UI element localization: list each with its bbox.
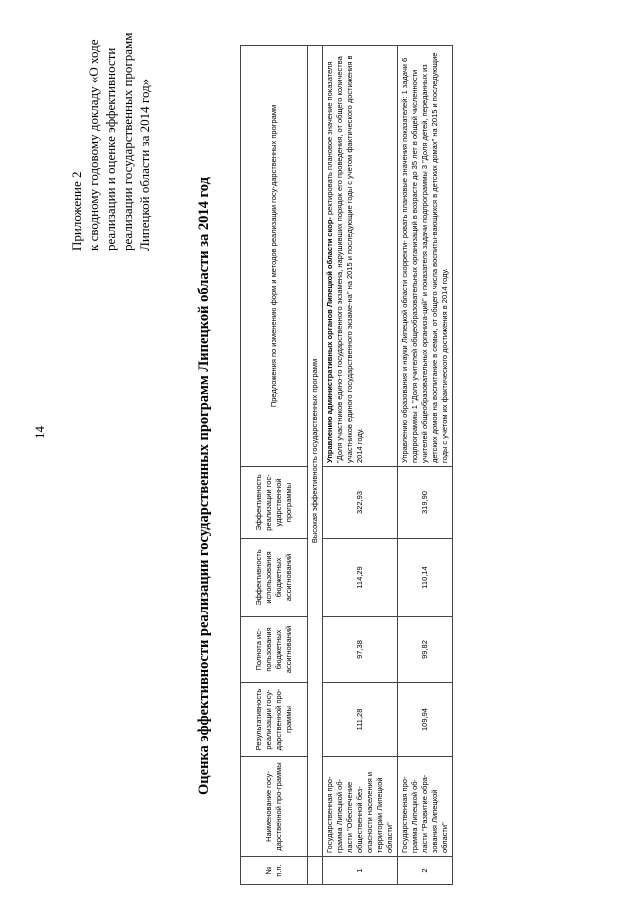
row-budget-eff: 110,14 xyxy=(398,539,453,617)
efficiency-table xyxy=(240,45,453,885)
header-completeness: Полнота ис-пользования бюджетных ассигнований xyxy=(241,617,308,683)
table-header-row xyxy=(241,46,308,885)
row-program-eff: 319,90 xyxy=(398,467,453,539)
row-num: 2 xyxy=(398,857,453,885)
table-row xyxy=(398,46,453,885)
row-name: Государственная про-грамма Липецкой об-ласти "Развитие обра-зования Липецкой области" xyxy=(398,757,453,857)
row-result: 109,94 xyxy=(398,683,453,757)
row-budget-eff: 114,29 xyxy=(323,539,398,617)
row-name: Государственная про-грамма Липецкой об-ласти "Обеспечение общественной без-опасности населения и территории Липецкой области" xyxy=(323,757,398,857)
header-result: Результативность реализации госу-дарственной про-граммы xyxy=(241,683,308,757)
row-num: 1 xyxy=(323,857,398,885)
proposal-rest: ректировать плановое значение показателя "Доля участников едино-го государственного экзамена, нарушивших порядок его проведения, от общего количества участников единого государственного экзаме-на" на 2015 и последующие годы с учетом фактического достижения в 2014 году. xyxy=(325,55,364,463)
table-row xyxy=(323,46,398,885)
header-name: Наименование госу-дарственной про-граммы xyxy=(241,757,308,857)
proposal-org: Управлению образования и науки Липецкой области скорректи- xyxy=(400,240,409,463)
row-proposal xyxy=(398,46,453,467)
row-completeness: 99,82 xyxy=(398,617,453,683)
appendix-note xyxy=(68,23,153,251)
row-proposal xyxy=(323,46,398,467)
row-program-eff: 322,93 xyxy=(323,467,398,539)
proposal-org: Управлению административных органов Липецкой области скор- xyxy=(325,217,334,463)
appendix-text: к сводному годовому докладу «О ходе реализации и оценке эффективности реализации государственных программ Липецкой области за 2014 год» xyxy=(86,32,152,251)
header-program-eff: Эффективность реализации гос-ударственной программы xyxy=(241,467,308,539)
header-proposals: Предложения по изменению форм и методов реализации госу-дарственных программ xyxy=(241,46,308,467)
page-number: 14 xyxy=(32,426,47,439)
document-title: Оценка эффективности реализации государственных программ Липецкой области за 2014 год xyxy=(196,177,212,795)
appendix-title: Приложение 2 xyxy=(69,171,84,251)
header-budget-eff: Эффективность использования бюджетных ассигнований xyxy=(241,539,308,617)
header-num: № п.п. xyxy=(241,857,308,885)
section-row xyxy=(308,46,323,885)
row-completeness: 97,38 xyxy=(323,617,398,683)
proposal-rest: ровать плановые значения показателей: 1 задачи 6 подпрограммы 1 "Доля учителей общеобразовательных организаций в возрасте до 35 лет в общей численности учителей общеобразовательных организа-ций" и показателя задачи подпрограммы 3 "Доля детей, переданных из детских домов на воспитание в семьи, от общего числа воспиты-вающихся в детских домах" на 2015 и последующие годы с учетом их фактического достижения в 2014 году. xyxy=(400,52,449,463)
row-result: 111,28 xyxy=(323,683,398,757)
section-title: Высокая эффективность государственных программ xyxy=(308,46,323,857)
